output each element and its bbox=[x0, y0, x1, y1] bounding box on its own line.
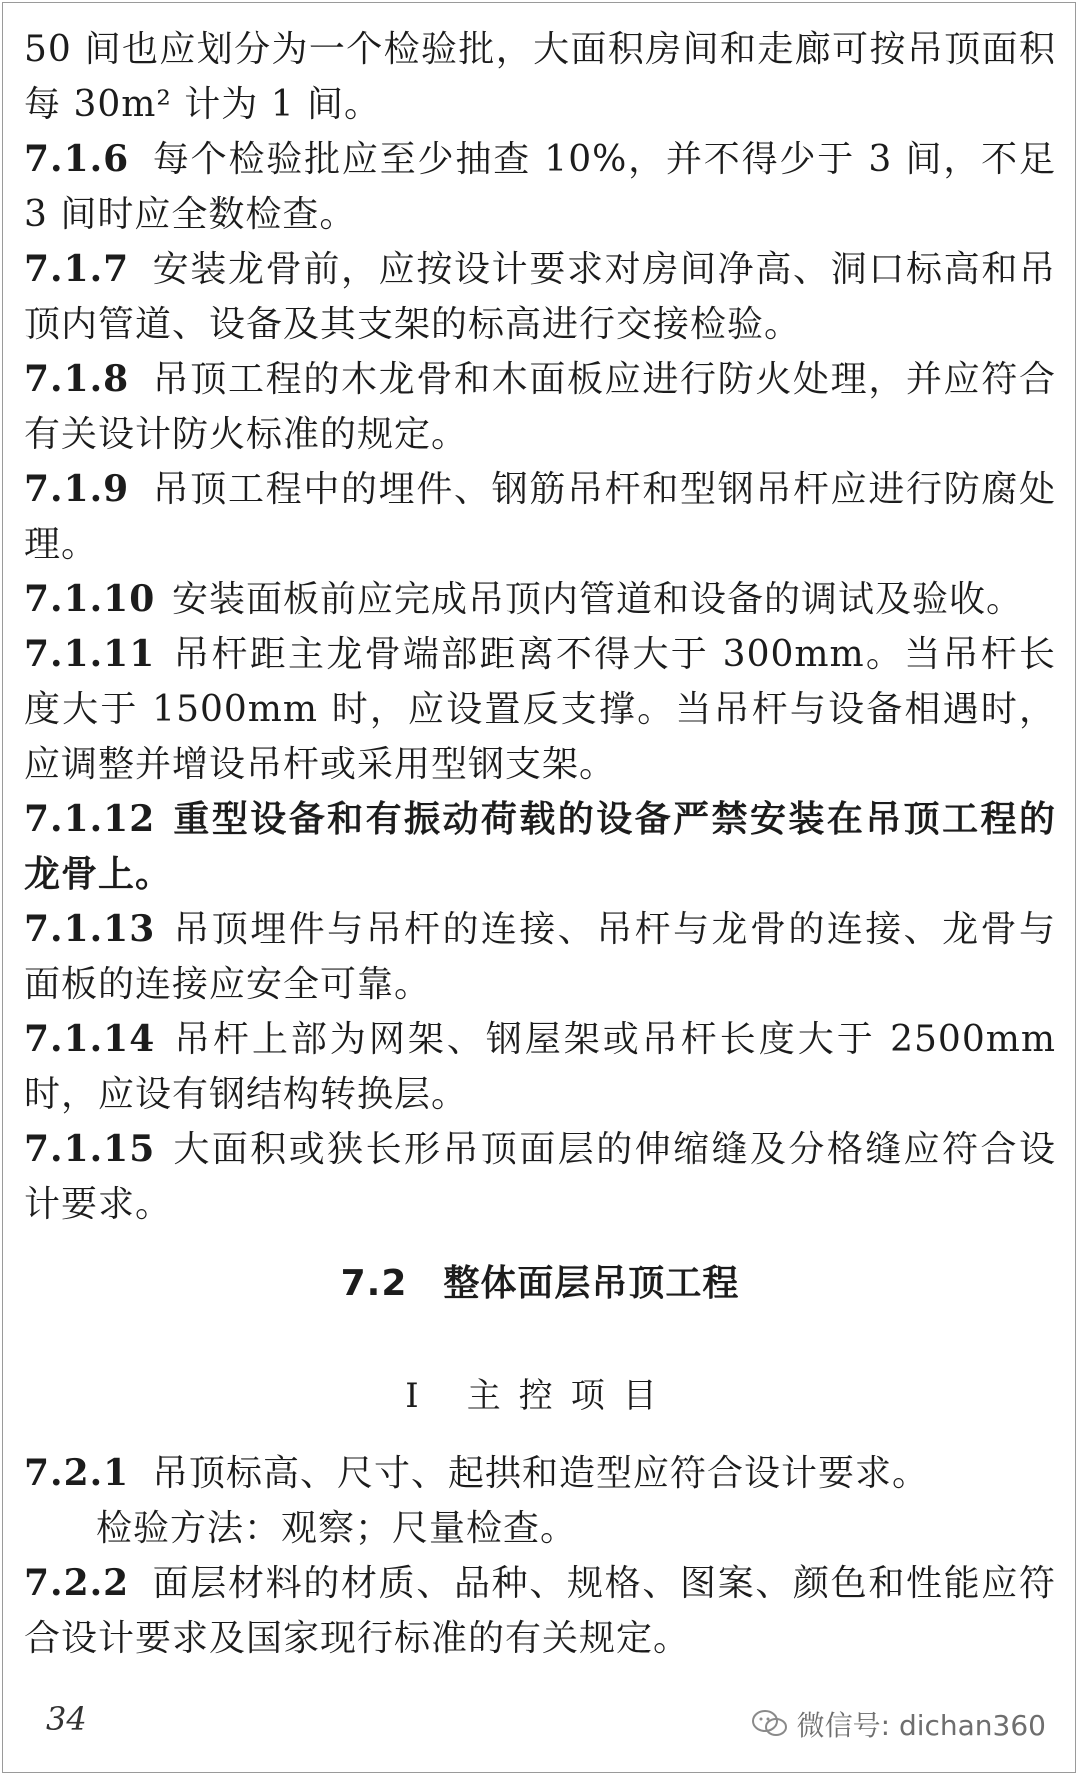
clause-7-1-11 bbox=[24, 627, 1056, 792]
clause-7-1-10 bbox=[24, 572, 1056, 627]
clause-7-1-12 bbox=[24, 792, 1056, 902]
section-title: 整体面层吊顶工程 bbox=[443, 1263, 740, 1304]
clause-number: 7.1.10 bbox=[24, 578, 156, 620]
clause-number: 7.1.12 bbox=[24, 798, 156, 840]
paragraph-text: 50 间也应划分为一个检验批，大面积房间和走廊可按吊顶面积每 30m² 计为 1 间。 bbox=[24, 29, 1056, 125]
paragraph-continuation bbox=[24, 22, 1056, 132]
clause-7-1-8 bbox=[24, 352, 1056, 462]
clause-number: 7.1.8 bbox=[24, 358, 130, 400]
clause-number: 7.1.13 bbox=[24, 908, 156, 950]
clause-text: 吊顶埋件与吊杆的连接、吊杆与龙骨的连接、龙骨与面板的连接应安全可靠。 bbox=[24, 909, 1056, 1005]
clause-text: 吊顶工程中的埋件、钢筋吊杆和型钢吊杆应进行防腐处理。 bbox=[24, 469, 1056, 565]
section-number: 7.2 bbox=[340, 1263, 408, 1304]
clause-7-1-9 bbox=[24, 462, 1056, 572]
clause-number: 7.1.14 bbox=[24, 1018, 156, 1060]
subsection-heading bbox=[24, 1369, 1056, 1424]
clause-number: 7.1.11 bbox=[24, 633, 156, 675]
clause-text: 吊杆上部为网架、钢屋架或吊杆长度大于 2500mm 时，应设有钢结构转换层。 bbox=[24, 1019, 1056, 1115]
clause-number: 7.1.7 bbox=[24, 248, 130, 290]
clause-7-2-2 bbox=[24, 1556, 1056, 1666]
clause-text: 吊顶标高、尺寸、起拱和造型应符合设计要求。 bbox=[152, 1453, 930, 1494]
clause-number: 7.2.2 bbox=[24, 1562, 130, 1604]
clause-7-2-1 bbox=[24, 1446, 1056, 1501]
clause-number: 7.1.9 bbox=[24, 468, 130, 510]
inspection-method-text: 检验方法：观察；尺量检查。 bbox=[96, 1508, 578, 1549]
subsection-title: 主控项目 bbox=[466, 1376, 675, 1416]
clause-7-1-7 bbox=[24, 242, 1056, 352]
clause-text: 面层材料的材质、品种、规格、图案、颜色和性能应符合设计要求及国家现行标准的有关规定。 bbox=[24, 1563, 1056, 1659]
wechat-watermark bbox=[751, 1704, 1046, 1744]
clause-7-1-13 bbox=[24, 902, 1056, 1012]
page-number: 34 bbox=[46, 1700, 87, 1738]
clause-text: 安装龙骨前，应按设计要求对房间净高、洞口标高和吊顶内管道、设备及其支架的标高进行交接检验。 bbox=[24, 249, 1056, 345]
clause-text: 吊杆距主龙骨端部距离不得大于 300mm。当吊杆长度大于 1500mm 时，应设置反支撑。当吊杆与设备相遇时，应调整并增设吊杆或采用型钢支架。 bbox=[24, 634, 1056, 785]
clause-number: 7.1.15 bbox=[24, 1128, 156, 1170]
inspection-method bbox=[24, 1501, 1056, 1556]
clause-number: 7.1.6 bbox=[24, 138, 130, 180]
clause-7-1-14 bbox=[24, 1012, 1056, 1122]
section-heading bbox=[24, 1256, 1056, 1311]
clause-text: 每个检验批应至少抽查 10%，并不得少于 3 间，不足 3 间时应全数检查。 bbox=[24, 139, 1056, 235]
clause-7-1-15 bbox=[24, 1122, 1056, 1232]
clause-text: 安装面板前应完成吊顶内管道和设备的调试及验收。 bbox=[172, 579, 1024, 620]
document-body bbox=[24, 22, 1056, 1666]
clause-text: 大面积或狭长形吊顶面层的伸缩缝及分格缝应符合设计要求。 bbox=[24, 1129, 1056, 1225]
watermark-text: 微信号: dichan360 bbox=[796, 1709, 1046, 1742]
wechat-icon bbox=[751, 1709, 789, 1739]
clause-text-mandatory: 重型设备和有振动荷载的设备严禁安装在吊顶工程的龙骨上。 bbox=[24, 799, 1056, 895]
clause-number: 7.2.1 bbox=[24, 1452, 130, 1494]
subsection-numeral: Ⅰ bbox=[405, 1376, 437, 1416]
clause-7-1-6 bbox=[24, 132, 1056, 242]
clause-text: 吊顶工程的木龙骨和木面板应进行防火处理，并应符合有关设计防火标准的规定。 bbox=[24, 359, 1056, 455]
